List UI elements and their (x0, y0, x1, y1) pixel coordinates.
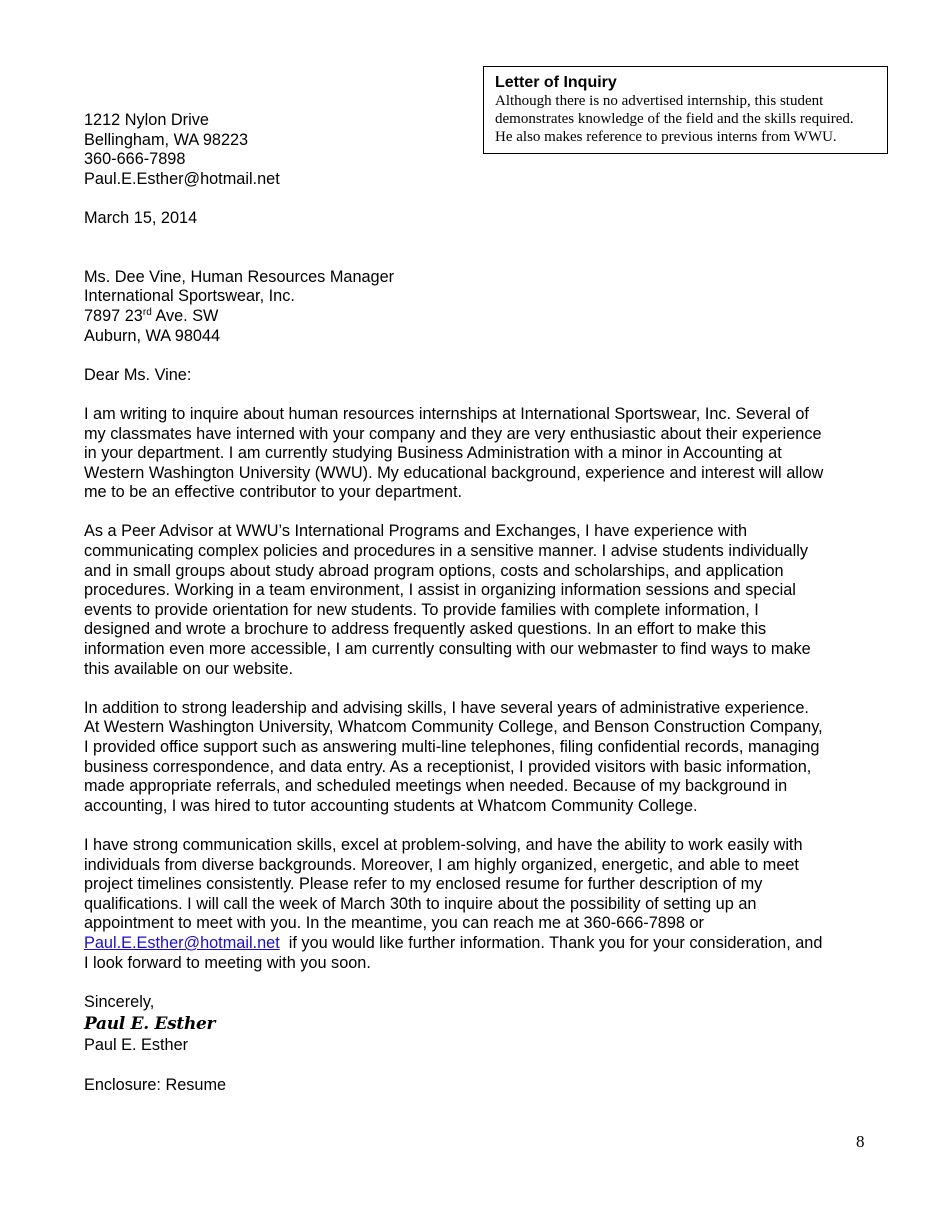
paragraph-line: and in small groups about study abroad program options, costs and scholarships, and application (84, 561, 784, 580)
paragraph-line: Western Washington University (WWU). My educational background, experience and interest will allow (84, 463, 824, 482)
sign-off: Sincerely, (84, 992, 155, 1011)
paragraph-intro (84, 405, 884, 503)
paragraph-line: I look forward to meeting with you soon. (84, 953, 371, 972)
annotation-title: Letter of Inquiry (495, 74, 617, 91)
paragraph-line: I have strong communication skills, excel at problem-solving, and have the ability to work easily with (84, 835, 803, 854)
paragraph-line: communicating complex policies and procedures in a sensitive manner. I advise students individually (84, 542, 808, 561)
sender-city: Bellingham, WA 98223 (84, 130, 249, 149)
handwritten-signature: Paul E. Esther (84, 1014, 216, 1035)
salutation: Dear Ms. Vine: (84, 365, 192, 384)
paragraph-line: designed and wrote a brochure to address frequently asked questions. In an effort to make this (84, 620, 767, 639)
annotation-line: He also makes reference to previous interns from WWU. (495, 129, 837, 145)
annotation-line: Although there is no advertised internship, this student (495, 93, 824, 109)
printed-name: Paul E. Esther (84, 1036, 189, 1055)
paragraph-peer-advisor (84, 522, 884, 679)
paragraph-line: As a Peer Advisor at WWU’s International Programs and Exchanges, I have experience with (84, 522, 748, 541)
letter-body (84, 111, 884, 1095)
paragraph-line: in your department. I am currently studying Business Administration with a minor in Accounting at (84, 444, 782, 463)
paragraph-line: individuals from diverse backgrounds. Moreover, I am highly organized, energetic, and able to meet (84, 855, 799, 874)
paragraph-line: procedures. Working in a team environment, I assist in organizing information sessions and special (84, 581, 796, 600)
paragraph-line: information even more accessible, I am currently consulting with our webmaster to find ways to make (84, 640, 811, 659)
paragraph-line (84, 934, 884, 954)
page-number: 8 (856, 1132, 865, 1151)
paragraph-line: I am writing to inquire about human resources internships at International Sportswear, Inc. Several of (84, 404, 809, 423)
recipient-name: Ms. Dee Vine, Human Resources Manager (84, 267, 395, 286)
sender-street: 1212 Nylon Drive (84, 111, 209, 129)
email-line-rest: if you would like further information. Thank you for your consideration, and (279, 933, 823, 952)
recipient-street-rest: Ave. SW (151, 306, 219, 325)
paragraph-line: events to provide orientation for new students. To provide families with complete information, I (84, 600, 759, 619)
paragraph-line: made appropriate referrals, and scheduled meetings when needed. Because of my background in (84, 777, 788, 796)
annotation-line: demonstrates knowledge of the field and the skills required. (495, 111, 854, 127)
recipient-street-number: 7897 23 (84, 306, 143, 325)
paragraph-line: project timelines consistently. Please refer to my enclosed resume for further description of my (84, 875, 763, 894)
paragraph-admin-experience (84, 699, 884, 817)
paragraph-closing (84, 836, 884, 973)
enclosure-note: Enclosure: Resume (84, 1075, 227, 1094)
ordinal-suffix: rd (142, 306, 152, 318)
recipient-street (84, 307, 884, 327)
sender-address (84, 111, 884, 189)
paragraph-line: At Western Washington University, Whatcom Community College, and Benson Construction Company, (84, 718, 823, 737)
sender-phone: 360-666-7898 (84, 150, 186, 169)
recipient-company: International Sportswear, Inc. (84, 287, 295, 306)
paragraph-line: this available on our website. (84, 659, 294, 678)
recipient-address (84, 268, 884, 346)
sender-email: Paul.E.Esther@hotmail.net (84, 169, 280, 188)
paragraph-line: business correspondence, and data entry. As a receptionist, I provided visitors with basic information, (84, 757, 812, 776)
paragraph-line: accounting, I was hired to tutor accounting students at Whatcom Community College. (84, 796, 698, 815)
email-link[interactable]: Paul.E.Esther@hotmail.net (84, 933, 280, 952)
paragraph-line: my classmates have interned with your company and they are very enthusiastic about their experience (84, 424, 822, 443)
letter-date: March 15, 2014 (84, 208, 198, 227)
paragraph-line: me to be an effective contributor to your department. (84, 483, 462, 502)
recipient-city: Auburn, WA 98044 (84, 326, 221, 345)
paragraph-line: I provided office support such as answering multi-line telephones, filing confidential records, managing (84, 738, 820, 756)
paragraph-line: In addition to strong leadership and advising skills, I have several years of administrative experience. (84, 698, 809, 717)
paragraph-line: appointment to meet with you. In the meantime, you can reach me at 360-666-7898 or (84, 914, 704, 933)
paragraph-line: qualifications. I will call the week of March 30th to inquire about the possibility of setting up an (84, 894, 757, 913)
